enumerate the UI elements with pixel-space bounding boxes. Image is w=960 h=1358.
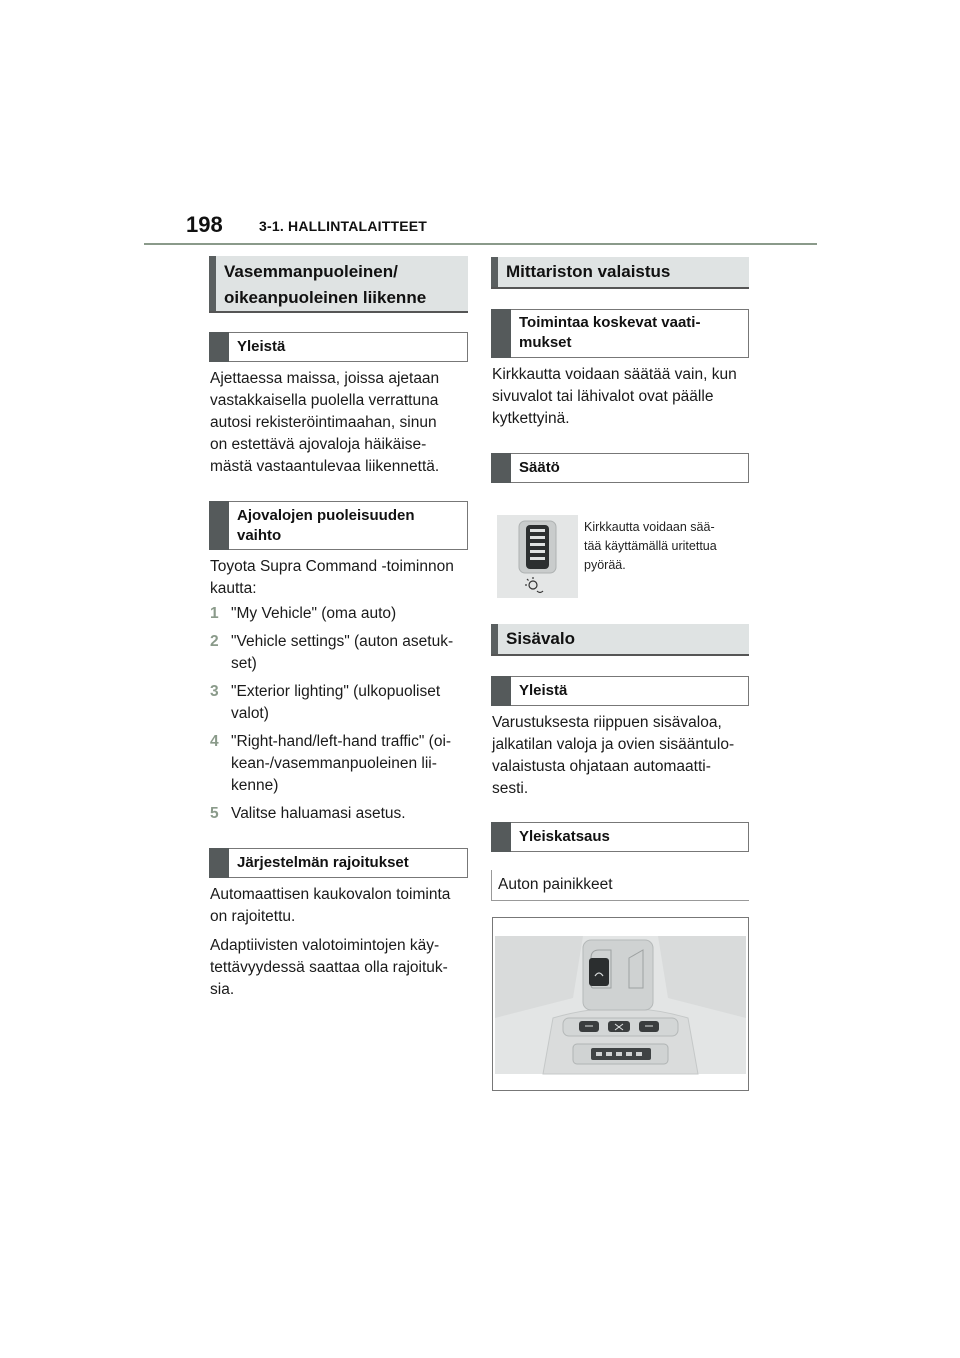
thumbwheel-illustration <box>497 515 578 598</box>
subheading-requirements <box>491 309 749 358</box>
step-1 <box>210 603 468 625</box>
limits-paragraph-1 <box>210 884 468 928</box>
text-line: tettävyydessä saattaa olla rajoituk- <box>210 959 448 976</box>
step-text: kenne) <box>231 777 279 794</box>
step-text: "Exterior lighting" (ulkopuoliset <box>231 683 441 700</box>
step-text: "Vehicle settings" (auton asetuk- <box>231 633 454 650</box>
subheading-label: mukset <box>519 334 572 351</box>
text-line: tää käyttämällä uritettua <box>584 539 717 553</box>
text-line: vastakkaisella puolella verrattuna <box>210 392 439 409</box>
text-line: Ajettaessa maissa, joissa ajetaan <box>210 370 440 387</box>
requirements-paragraph <box>492 364 750 430</box>
section-heading-traffic-side <box>209 256 468 313</box>
section-heading-instrument-lighting <box>491 257 749 289</box>
caption-bar <box>491 870 492 901</box>
step-text: kean-/vasemmanpuoleinen lii- <box>231 755 437 772</box>
step-number: 5 <box>210 805 219 822</box>
subheading-adjustment <box>491 453 749 483</box>
interior-paragraph <box>492 712 754 800</box>
subheading-label: Toimintaa koskevat vaati- <box>519 314 701 331</box>
header-rule <box>144 243 817 245</box>
step-text: set) <box>231 655 257 672</box>
text-line: Toyota Supra Command -toiminnon <box>210 558 454 575</box>
step-number: 4 <box>210 733 219 750</box>
section-heading-line: Vasemmanpuoleinen/ <box>224 262 398 281</box>
step-number: 1 <box>210 605 219 622</box>
text-line: kautta: <box>210 580 257 597</box>
step-3 <box>210 681 468 725</box>
overhead-console-illustration <box>493 918 748 1090</box>
text-line: Automaattisen kaukovalon toiminta <box>210 886 451 903</box>
section-heading-line: Sisävalo <box>506 629 575 648</box>
overhead-console-figure <box>492 917 749 1091</box>
text-line: kytkettyinä. <box>492 410 570 427</box>
caption-rule <box>491 900 749 901</box>
text-line: Kirkkautta voidaan sää- <box>584 520 715 534</box>
step-text: "Right-hand/left-hand traffic" (oi- <box>231 733 452 750</box>
step-number: 2 <box>210 633 219 650</box>
text-line: pyörää. <box>584 558 626 572</box>
step-2 <box>210 631 468 675</box>
subheading-label: Säätö <box>519 459 560 476</box>
section-heading-interior-light <box>491 624 749 656</box>
subheading-label: Yleistä <box>237 338 286 355</box>
text-line: autosi rekisteröintimaahan, sinun <box>210 414 437 431</box>
subheading-label: Ajovalojen puoleisuuden <box>237 507 415 524</box>
step-text: "My Vehicle" (oma auto) <box>231 605 397 622</box>
general-paragraph <box>210 368 468 478</box>
text-line: Kirkkautta voidaan säätää vain, kun <box>492 366 737 383</box>
subheading-overview <box>491 822 749 852</box>
subheading-switch-side <box>209 501 468 550</box>
thumbwheel-figure <box>497 515 578 598</box>
subheading-label: Yleiskatsaus <box>519 828 610 845</box>
step-text: Valitse haluamasi asetus. <box>231 805 406 822</box>
text-line: on rajoitettu. <box>210 908 296 925</box>
subheading-system-limits <box>209 848 468 878</box>
page-number: 198 <box>186 212 223 237</box>
text-line: jalkatilan valoja ja ovien sisääntulo- <box>492 736 735 753</box>
subheading-label: Yleistä <box>519 682 568 699</box>
text-line: on estettävä ajovaloja häikäise- <box>210 436 427 453</box>
switch-intro <box>210 556 468 600</box>
step-number: 3 <box>210 683 219 700</box>
adjustment-note <box>584 518 754 575</box>
text-line: mästä vastaantulevaa liikennettä. <box>210 458 440 475</box>
text-line: Varustuksesta riippuen sisävaloa, <box>492 714 722 731</box>
text-line: sesti. <box>492 780 529 797</box>
text-line: valaistusta ohjataan automaatti- <box>492 758 711 775</box>
section-heading-line: oikeanpuoleinen liikenne <box>224 288 427 307</box>
subheading-general <box>209 332 468 362</box>
text-line: sivuvalot tai lähivalot ovat päälle <box>492 388 714 405</box>
text-line: sia. <box>210 981 235 998</box>
chapter-title: 3-1. HALLINTALAITTEET <box>259 218 428 234</box>
subheading-interior-general <box>491 676 749 706</box>
subheading-label: vaihto <box>237 527 282 544</box>
step-text: valot) <box>231 705 269 722</box>
text-line: Adaptiivisten valotoimintojen käy- <box>210 937 440 954</box>
limits-paragraph-2 <box>210 935 468 1001</box>
buttons-caption: Auton painikkeet <box>498 876 613 893</box>
subheading-label: Järjestelmän rajoitukset <box>237 854 409 871</box>
section-heading-line: Mittariston valaistus <box>506 262 671 281</box>
step-5 <box>210 803 468 825</box>
step-4 <box>210 731 468 797</box>
